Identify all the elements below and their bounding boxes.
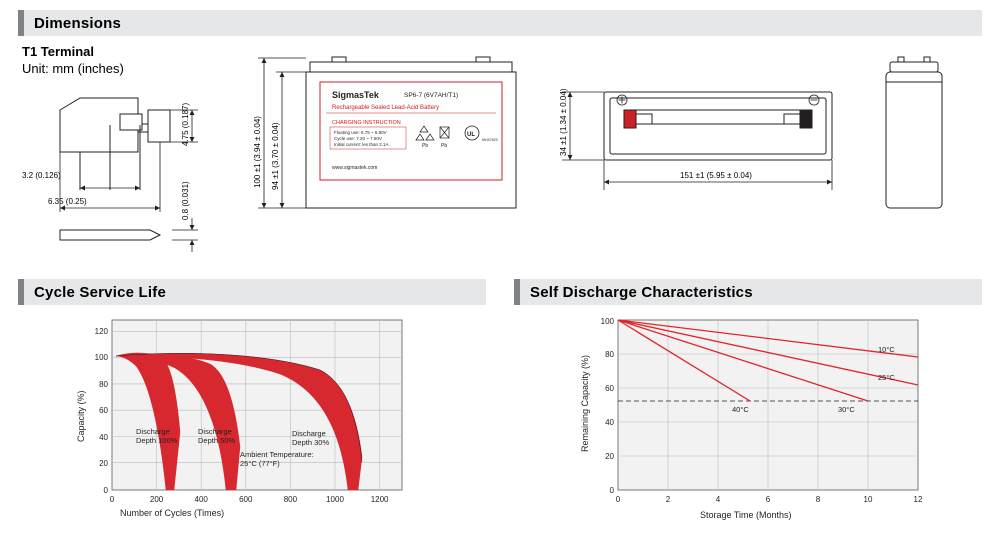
charging-line-1: Floating use: 6.75 ~ 6.90V [334, 130, 387, 135]
annotation-depth-30-line1: Discharge [292, 429, 326, 438]
svg-text:40: 40 [605, 418, 614, 427]
section-title: Cycle Service Life [34, 283, 167, 301]
terminal-width-b-dim: 6.35 (0.25) [48, 197, 87, 206]
front-body-height-dim: 94 ±1 (3.70 ± 0.04) [271, 122, 280, 190]
cycle-service-life-chart [70, 312, 450, 547]
svg-text:UL: UL [467, 132, 475, 138]
cycle-xaxis-title: Number of Cycles (Times) [120, 508, 225, 518]
svg-text:0: 0 [109, 495, 115, 504]
top-depth-dim: 34 ±1 (1.34 ± 0.04) [559, 88, 568, 156]
terminal-thickness-dim: 0.8 (0.031) [181, 181, 190, 220]
battery-model: SP6-7 (6V7AH/T1) [404, 92, 459, 99]
svg-text:60: 60 [99, 406, 108, 415]
svg-text:100: 100 [94, 353, 108, 362]
battery-brand: SigmasTek [332, 90, 379, 100]
series-label-25c: 25°C [878, 373, 895, 382]
annotation-depth-100-line1: Discharge [136, 427, 170, 436]
svg-text:8: 8 [815, 495, 821, 504]
top-length-dim: 151 ±1 (5.95 ± 0.04) [680, 171, 752, 180]
svg-text:800: 800 [283, 495, 298, 504]
ul-file-number: MH47829 [482, 138, 498, 142]
terminal-drawing [20, 80, 230, 260]
svg-text:80: 80 [99, 380, 108, 389]
svg-text:12: 12 [913, 495, 923, 504]
annotation-depth-50-line1: Discharge [198, 427, 232, 436]
annotation-ambient-line1: Ambient Temperature: [240, 450, 314, 459]
section-header-cycle-service-life [18, 279, 486, 305]
unit-label: Unit: mm (inches) [22, 61, 124, 76]
pb-mark-1: Pb [422, 143, 429, 149]
terminal-type-label: T1 Terminal [22, 44, 95, 59]
front-total-height-dim: 100 ±1 (3.94 ± 0.04) [253, 116, 262, 188]
pb-mark-2: Pb [441, 143, 448, 149]
charging-instruction-title: CHARGING INSTRUCTION [332, 120, 401, 126]
annotation-depth-50-line2: Depth 50% [198, 436, 236, 445]
series-label-10c: 10°C [878, 345, 895, 354]
terminal-width-a-dim: 3.2 (0.126) [22, 171, 61, 180]
self-yaxis-title: Remaining Capacity (%) [580, 354, 590, 452]
svg-text:1200: 1200 [370, 495, 389, 504]
svg-text:0: 0 [609, 486, 614, 495]
annotation-depth-100-line2: Depth 100% [136, 436, 178, 445]
section-header-self-discharge [514, 279, 982, 305]
charging-line-3: Initial current: les than 2.1A [334, 142, 389, 147]
self-discharge-chart [560, 312, 960, 547]
svg-text:80: 80 [605, 350, 614, 359]
svg-text:1000: 1000 [326, 495, 344, 504]
svg-text:60: 60 [605, 384, 614, 393]
svg-text:200: 200 [149, 495, 164, 504]
svg-text:10: 10 [863, 495, 873, 504]
annotation-depth-30-line2: Depth 30% [292, 438, 330, 447]
svg-text:400: 400 [194, 495, 208, 504]
svg-text:20: 20 [99, 459, 108, 468]
series-label-40c: 40°C [732, 405, 749, 414]
svg-text:20: 20 [605, 452, 614, 461]
svg-text:4: 4 [715, 495, 721, 504]
section-header-dimensions [18, 10, 982, 36]
svg-text:0: 0 [615, 495, 621, 504]
series-label-30c: 30°C [838, 405, 855, 414]
battery-front-view [244, 48, 534, 248]
self-xaxis-title: Storage Time (Months) [700, 510, 792, 520]
svg-text:100: 100 [600, 317, 614, 326]
section-title: Dimensions [34, 14, 122, 32]
svg-text:6: 6 [765, 495, 771, 504]
section-title: Self Discharge Characteristics [530, 283, 753, 301]
svg-text:600: 600 [239, 495, 253, 504]
svg-text:2: 2 [665, 495, 671, 504]
terminal-height-dim: 4.75 (0.187) [181, 102, 190, 146]
cycle-yaxis-title: Capacity (%) [76, 390, 86, 442]
battery-top-view [548, 48, 848, 248]
polarity-plus-icon [617, 95, 627, 105]
annotation-ambient-line2: 25°C (77°F) [240, 459, 280, 468]
svg-text:120: 120 [94, 327, 108, 336]
svg-text:0: 0 [103, 486, 108, 495]
battery-website: www.sigmastek.com [332, 165, 378, 171]
charging-line-2: Cycle use: 7.20 ~ 7.50V [334, 136, 382, 141]
svg-text:40: 40 [99, 433, 108, 442]
battery-type: Rechargeable Sealed Lead-Acid Battery [332, 105, 440, 111]
battery-side-view [862, 48, 972, 248]
